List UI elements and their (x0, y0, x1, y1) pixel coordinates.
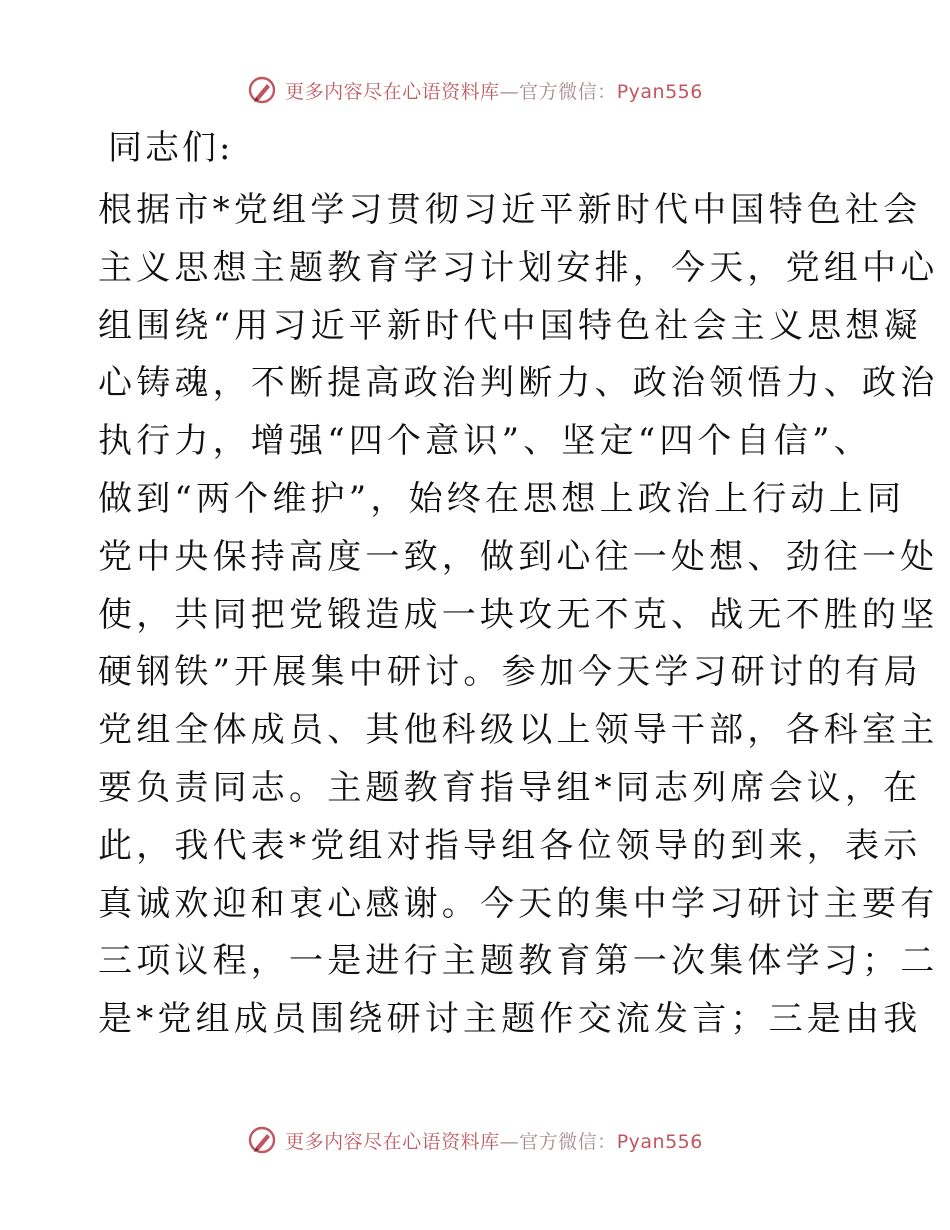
pen-logo-icon (247, 1125, 277, 1155)
watermark-id: Pyan556 (616, 80, 703, 103)
text-line: 党组全体成员、其他科级以上领导干部，各科室主 (98, 710, 939, 751)
text-line: 根据市*党组学习贯彻习近平新时代中国特色社会 (98, 190, 922, 230)
watermark-id: Pyan556 (616, 1130, 703, 1153)
text-line: 要负责同志。主题教育指导组*同志列席会议，在 (98, 767, 922, 808)
pen-logo-icon (247, 75, 277, 105)
text-line: 此，我代表*党组对指导组各位领导的到来，表示 (98, 825, 922, 866)
text-line: 使，共同把党锻造成一块攻无不克、战无不胜的坚 (98, 594, 939, 635)
footer-watermark (0, 1120, 950, 1160)
text-line: 执行力，增强“四个意识”、坚定“四个自信”、 (98, 421, 872, 462)
text-line: 心铸魂，不断提高政治判断力、政治领悟力、政治 (98, 363, 939, 404)
watermark-dash: — (499, 80, 520, 103)
text-line: 主义思想主题教育学习计划安排，今天，党组中心 (98, 247, 939, 288)
salutation: 同志们: (108, 128, 234, 168)
text-line: 硬钢铁”开展集中研讨。参加今天学习研讨的有局 (98, 652, 922, 693)
document-body (98, 118, 939, 1049)
watermark-main: 更多内容尽在心语资料库 (285, 80, 500, 103)
watermark-main: 更多内容尽在心语资料库 (285, 1130, 500, 1153)
watermark-text (285, 77, 703, 104)
watermark-dash: — (499, 1130, 520, 1153)
text-line: 组围绕“用习近平新时代中国特色社会主义思想凝 (98, 305, 922, 346)
watermark-text (285, 1127, 703, 1154)
header-watermark (0, 70, 950, 110)
text-line: 真诚欢迎和衷心感谢。今天的集中学习研讨主要有 (98, 883, 939, 924)
watermark-sub: 官方微信： (519, 80, 617, 103)
text-line: 是*党组成员围绕研讨主题作交流发言；三是由我 (98, 999, 922, 1040)
watermark-sub: 官方微信： (519, 1130, 617, 1153)
body-paragraph (98, 182, 939, 1049)
text-line: 党中央保持高度一致，做到心往一处想、劲往一处 (98, 536, 939, 577)
text-line: 三项议程，一是进行主题教育第一次集体学习；二 (98, 941, 939, 982)
text-line: 做到“两个维护”，始终在思想上政治上行动上同 (98, 478, 906, 519)
